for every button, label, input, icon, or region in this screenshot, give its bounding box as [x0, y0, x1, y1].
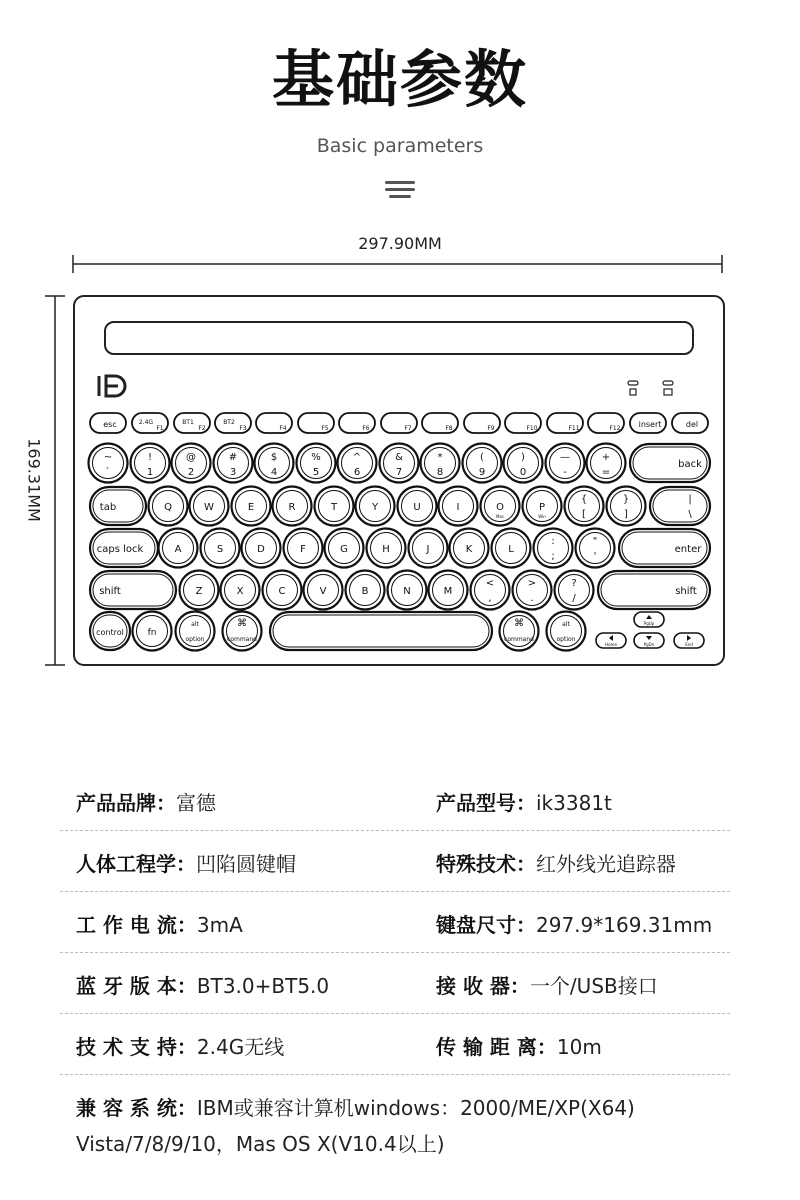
key-bottom-label: - — [563, 467, 567, 478]
enter-key-label: enter — [674, 544, 702, 555]
key-top-label: alt — [191, 621, 199, 628]
key-top-label: ~ — [103, 452, 113, 463]
key-bottom-label: ] — [624, 509, 628, 520]
key-top-label: @ — [186, 452, 196, 463]
key-top-label: ( — [480, 452, 484, 463]
tab-key-label: tab — [99, 502, 117, 513]
spec-value: 红外线光追踪器 — [536, 852, 676, 876]
key-label: I — [456, 502, 460, 513]
fn-key-label: insert — [638, 420, 662, 429]
spec-label: 技 术 支 持： — [76, 1035, 197, 1059]
key-label: M — [443, 586, 453, 597]
key-bottom-label: 1 — [146, 467, 154, 478]
page-subtitle: Basic parameters — [316, 135, 484, 157]
key-label: U — [413, 502, 421, 513]
spec-label: 接 收 器： — [436, 974, 530, 998]
key-top-label: } — [622, 494, 630, 505]
key-bottom-label: 0 — [519, 467, 527, 478]
height-dimension-line — [45, 296, 65, 665]
spec-value: 一个/USB接口 — [529, 974, 658, 998]
key-bottom-label: ` — [105, 467, 111, 478]
fn-key-label: F5 — [321, 425, 329, 432]
key-label: E — [247, 502, 255, 513]
device-slot — [105, 322, 693, 354]
key-top-label: ) — [521, 452, 525, 463]
key-bottom-label: command — [227, 636, 257, 643]
width-dimension-label: 297.90MM — [358, 234, 442, 253]
spec-value: ik3381t — [536, 791, 612, 815]
key-bottom-label: command — [504, 636, 534, 643]
key-top-label: ! — [147, 452, 153, 463]
key-label: N — [403, 586, 411, 597]
key-top-label: # — [228, 452, 238, 463]
key-top-label: alt — [562, 621, 570, 628]
spec-value: 297.9*169.31mm — [536, 913, 713, 937]
key-top-label: : — [551, 536, 555, 547]
spec-value: 凹陷圆键帽 — [196, 852, 296, 876]
spec-value: 2.4G无线 — [196, 1035, 285, 1059]
key-label: C — [278, 586, 286, 597]
fn-key-label: F2 — [198, 425, 206, 432]
key-top-label: $ — [270, 452, 278, 463]
key-label: A — [174, 544, 182, 555]
spec-table — [60, 770, 730, 1075]
key-label: X — [236, 586, 244, 597]
key-bottom-label: / — [572, 593, 576, 604]
spec-label: 工 作 电 流： — [76, 913, 197, 937]
key-bottom-label: [ — [582, 509, 586, 520]
spec-row — [60, 953, 730, 1014]
control-key-label: control — [96, 628, 124, 637]
key-label: Z — [195, 586, 203, 597]
key-bottom-label: 9 — [478, 467, 486, 478]
fn-key-label: F3 — [239, 425, 247, 432]
tab-key[interactable] — [90, 487, 146, 525]
key-top-label: + — [601, 452, 611, 463]
page-title: 基础参数 — [271, 43, 528, 116]
key-top-label: ^ — [352, 452, 362, 463]
compat-label: 兼 容 系 统： — [76, 1096, 197, 1120]
spec-row — [60, 770, 730, 831]
key-top-label: | — [688, 494, 692, 505]
spec-label: 产品型号： — [436, 791, 536, 815]
key-bottom-label: 6 — [353, 467, 361, 478]
right-option-key[interactable] — [547, 612, 586, 651]
fn-key-label: F11 — [568, 425, 580, 432]
key-bottom-label: option — [556, 636, 576, 643]
right-arrow-key-label: End — [685, 642, 693, 647]
key-top-label: ⌘ — [514, 618, 524, 629]
spec-value: 3mA — [196, 913, 243, 937]
fn-key-label: F9 — [487, 425, 495, 432]
right-shift-key-label: shift — [675, 586, 697, 597]
key-label: D — [257, 544, 265, 555]
fn-key-label: F7 — [404, 425, 412, 432]
key-label: J — [426, 544, 430, 555]
key-bottom-label: , — [488, 593, 492, 604]
key-bottom-label: 4 — [270, 467, 278, 478]
key-label: G — [340, 544, 348, 555]
key-top-label: " — [592, 536, 598, 547]
key-label: L — [508, 544, 514, 555]
key-top-label: % — [311, 452, 321, 463]
key-top-label: * — [437, 452, 443, 463]
fn-key-icon-label: 2.4G — [138, 419, 154, 426]
key-bottom-label: 3 — [229, 467, 237, 478]
left-shift-key-label: shift — [99, 586, 121, 597]
key-label: F — [300, 544, 306, 555]
fn-key-label: F6 — [362, 425, 370, 432]
up-arrow-key-label: PgUp — [643, 621, 655, 626]
fn-key-label: F4 — [279, 425, 287, 432]
spec-row — [60, 1014, 730, 1075]
fn-key-label: fn — [147, 628, 157, 638]
spec-label: 传 输 距 离： — [436, 1035, 557, 1059]
space-bar[interactable] — [270, 612, 492, 650]
key-bottom-label: 5 — [312, 467, 320, 478]
key-bottom-label: \ — [688, 509, 692, 520]
spec-value: 富德 — [176, 791, 216, 815]
compat-line-1: IBM或兼容计算机windows：2000/ME/XP(X64) — [196, 1096, 635, 1120]
key-label: K — [465, 544, 473, 555]
key-top-label: ? — [571, 578, 577, 589]
fn-key-icon-label: BT2 — [223, 419, 235, 426]
fn-key-label: F1 — [156, 425, 164, 432]
key-top-label: — — [560, 452, 570, 463]
down-arrow-key-label: PgDn — [643, 642, 655, 647]
key-label: T — [330, 502, 338, 513]
left-option-key[interactable] — [176, 612, 215, 651]
spec-value: BT3.0+BT5.0 — [196, 974, 330, 998]
key-label: R — [288, 502, 296, 513]
spec-label: 产品品牌： — [76, 791, 176, 815]
key-label: V — [319, 586, 327, 597]
fn-key-label: F12 — [609, 425, 621, 432]
spec-label: 键盘尺寸： — [436, 913, 536, 937]
key-bottom-label: 2 — [187, 467, 195, 478]
key-label: Q — [164, 502, 172, 513]
key-label: H — [382, 544, 390, 555]
spec-label: 蓝 牙 版 本： — [76, 974, 197, 998]
key-top-label: > — [527, 578, 537, 589]
spec-label: 特殊技术： — [436, 852, 536, 876]
fn-key-label: del — [685, 420, 699, 429]
spec-value: 10m — [556, 1035, 602, 1059]
key-bottom-label: = — [601, 467, 611, 478]
key-label: S — [216, 544, 224, 555]
fn-key-label: F8 — [445, 425, 453, 432]
key-bottom-label: . — [530, 593, 534, 604]
key-bottom-label: ; — [551, 551, 555, 562]
back-key-label: back — [678, 459, 702, 470]
compat-line-2: Vista/7/8/9/10，Mas OS X(V10.4以上) — [76, 1132, 445, 1156]
key-label: W — [204, 502, 214, 513]
key-bottom-label: ' — [593, 551, 597, 562]
key-sub-label: Win — [538, 514, 546, 519]
spec-label: 人体工程学： — [76, 852, 196, 876]
key-label: B — [361, 586, 369, 597]
width-dimension-line — [73, 255, 722, 273]
height-dimension-label: 169.31MM — [24, 438, 44, 522]
key-top-label: ⌘ — [237, 618, 247, 629]
key-bottom-label: option — [185, 636, 205, 643]
fn-key-label: esc — [103, 420, 117, 429]
key-bottom-label: 8 — [436, 467, 444, 478]
key-top-label: & — [395, 452, 403, 463]
fn-key-label: F10 — [526, 425, 538, 432]
key-sub-label: Mac — [495, 514, 505, 519]
left-arrow-key-label: Home — [605, 642, 617, 647]
caps-lock-key-label: caps lock — [96, 544, 144, 555]
compatibility-info — [76, 1090, 736, 1162]
key-top-label: < — [485, 578, 495, 589]
key-bottom-label: 7 — [395, 467, 403, 478]
spec-row — [60, 892, 730, 953]
backslash-key[interactable] — [650, 487, 710, 525]
spec-row — [60, 831, 730, 892]
fn-key-icon-label: BT1 — [182, 419, 194, 426]
key-label: P — [538, 502, 546, 513]
key-top-label: { — [580, 494, 588, 505]
key-label: O — [496, 502, 504, 513]
key-label: Y — [371, 502, 379, 513]
